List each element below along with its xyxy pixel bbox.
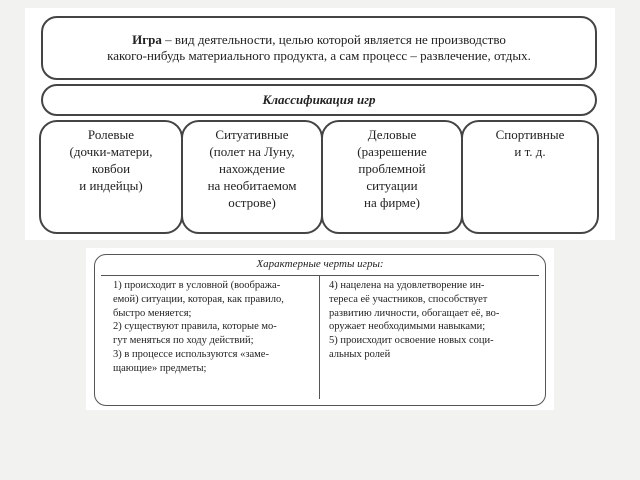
trait-line: щающие» предметы; [113, 362, 207, 374]
type-line: Ролевые [87, 127, 135, 142]
type-line: ситуации [366, 178, 418, 193]
definition-text: – вид деятельности, целью которой является не производство [161, 32, 506, 47]
type-line: Спортивные [495, 127, 565, 142]
type-line: и индейцы) [79, 178, 143, 193]
trait-line: тереса её участников, способствует [329, 293, 488, 305]
definition-term: Игра [132, 32, 162, 47]
trait-line: гут меняться по ходу действий; [113, 335, 254, 347]
traits-table [94, 254, 546, 406]
trait-line: 1) происходит в условной (вообража- [113, 280, 281, 291]
type-box-sport [461, 120, 599, 234]
type-line: (полет на Луну, [209, 144, 295, 159]
traits-header-rule [101, 275, 539, 276]
definition-box [41, 16, 597, 80]
traits-panel [86, 248, 554, 410]
classification-title: Классификация игр [262, 92, 376, 107]
type-line: нахождение [219, 161, 285, 176]
type-box-business [321, 120, 463, 234]
definition-line-2: какого-нибудь материального продукта, а сам процесс – развлечение, отдых. [107, 48, 531, 63]
traits-title: Характерные черты игры: [256, 258, 384, 270]
type-line: на фирме) [364, 195, 420, 210]
trait-line: оружает необходимыми навыками; [329, 321, 486, 333]
type-line: и т. д. [514, 144, 546, 159]
trait-line: емой) ситуации, которая, как правило, [113, 293, 284, 305]
type-box-situational [181, 120, 323, 234]
type-box-role [39, 120, 183, 234]
type-line: (дочки-матери, [69, 144, 153, 159]
type-line: (разрешение [357, 144, 427, 159]
trait-line: 3) в процессе используются «заме- [113, 348, 269, 360]
trait-line: развитию личности, обогащает её, во- [329, 307, 500, 319]
type-line: проблемной [358, 161, 426, 176]
traits-right-column [329, 279, 535, 362]
trait-line: 2) существуют правила, которые мо- [113, 321, 277, 333]
definition-line-1 [132, 32, 506, 48]
trait-line: быстро меняется; [113, 307, 192, 319]
classification-header [41, 84, 597, 116]
type-line: на необитаемом [207, 178, 297, 193]
game-classification-diagram [25, 8, 615, 240]
type-line: Деловые [367, 127, 417, 142]
trait-line: 5) происходит освоение новых соци- [329, 335, 494, 347]
traits-column-divider [319, 275, 320, 399]
trait-line: 4) нацелена на удовлетворение ин- [329, 280, 485, 291]
type-line: Ситуативные [215, 127, 289, 142]
trait-line: альных ролей [329, 348, 391, 360]
type-line: ковбои [91, 161, 131, 176]
traits-left-column [113, 279, 313, 376]
type-line: острове) [228, 195, 276, 210]
